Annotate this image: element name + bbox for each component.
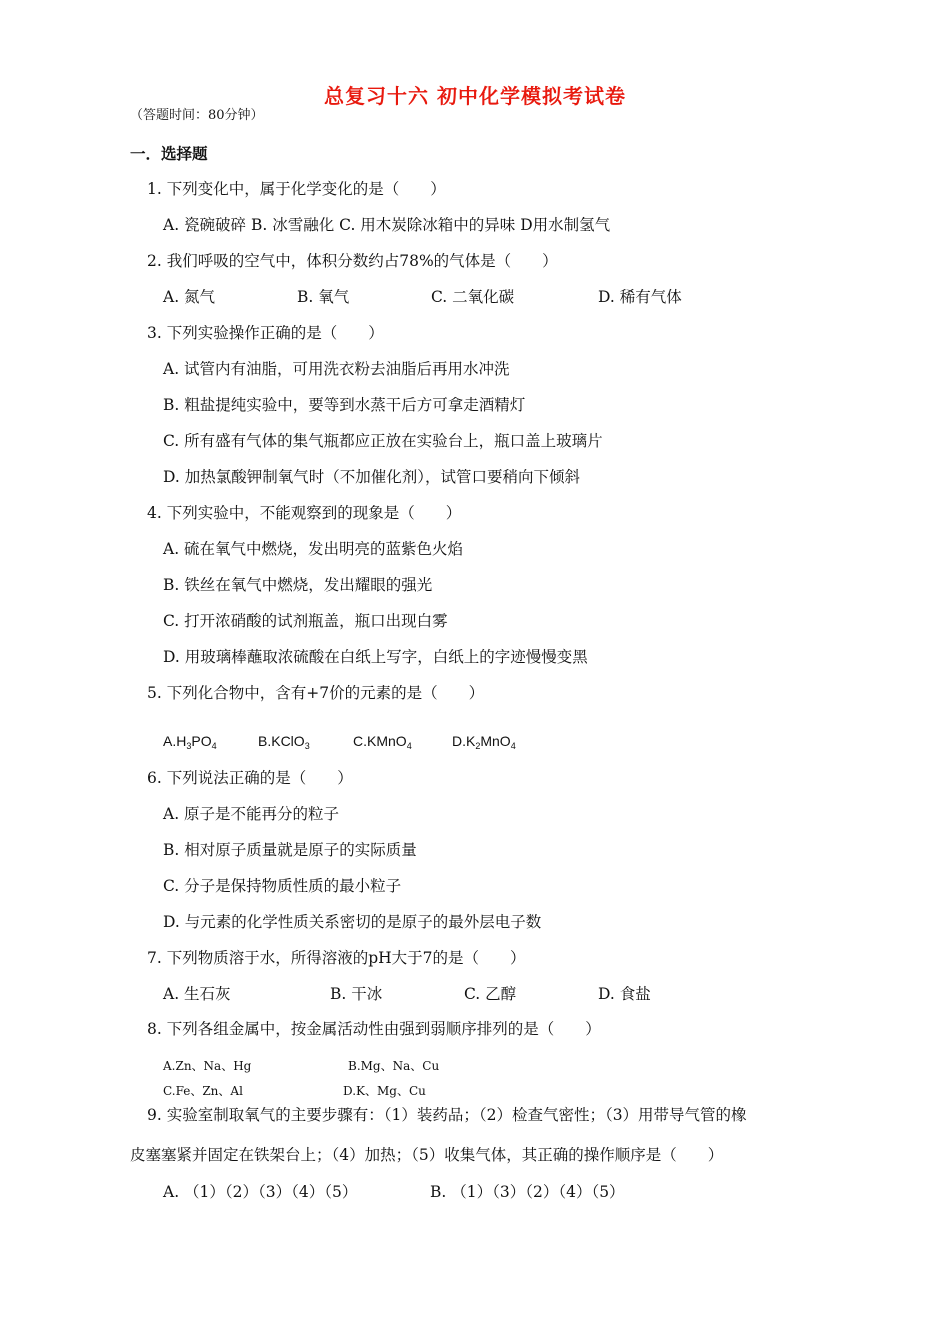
question-6-option-d: D. 与元素的化学性质关系密切的是原子的最外层电子数 <box>163 913 542 931</box>
question-4-option-b: B. 铁丝在氧气中燃烧，发出耀眼的强光 <box>163 576 433 594</box>
question-5-option-c: C.KMnO$_4$ <box>353 733 412 751</box>
question-4-option-a: A. 硫在氧气中燃烧，发出明亮的蓝紫色火焰 <box>163 540 464 558</box>
question-8-option-a: A.Zn、Na、Hg <box>163 1059 252 1073</box>
question-6-option-a: A. 原子是不能再分的粒子 <box>163 805 340 823</box>
question-2-option-d: D. 稀有气体 <box>598 288 682 306</box>
question-8-option-d: D.K、Mg、Cu <box>343 1084 426 1098</box>
question-2-stem: 2. 我们呼吸的空气中，体积分数约占78%的气体是（ ） <box>147 252 558 270</box>
question-5-option-d: $D.K_2MnO_4$ <box>452 733 516 751</box>
question-5-stem: 5. 下列化合物中，含有+7价的元素的是（ ） <box>147 684 485 702</box>
question-8-option-b: B.Mg、Na、Cu <box>348 1059 440 1073</box>
question-7-stem: 7. 下列物质溶于水，所得溶液的pH大于7的是（ ） <box>147 949 526 967</box>
page-title: 总复习十六 初中化学模拟考试卷 <box>324 84 626 108</box>
question-3-option-a: A. 试管内有油脂，可用洗衣粉去油脂后再用水冲洗 <box>163 360 510 378</box>
question-3-option-b: B. 粗盐提纯实验中，要等到水蒸干后方可拿走酒精灯 <box>163 396 526 414</box>
question-6-stem: 6. 下列说法正确的是（ ） <box>147 769 353 787</box>
question-7-option-d: D. 食盐 <box>598 985 651 1003</box>
question-1-options: A. 瓷碗破碎 B. 冰雪融化 C. 用木炭除冰箱中的异味 D用水制氢气 <box>163 216 611 234</box>
question-3-stem: 3. 下列实验操作正确的是（ ） <box>147 324 384 342</box>
question-4-option-c: C. 打开浓硝酸的试剂瓶盖，瓶口出现白雾 <box>163 612 448 630</box>
question-5-option-a: $A.H_3PO_4$ <box>163 733 217 751</box>
question-1-stem: 1. 下列变化中，属于化学变化的是（ ） <box>147 180 446 198</box>
question-6-option-b: B. 相对原子质量就是原子的实际质量 <box>163 841 417 859</box>
question-8-stem: 8. 下列各组金属中，按金属活动性由强到弱顺序排列的是（ ） <box>147 1020 601 1038</box>
question-2-option-a: A. 氮气 <box>163 288 216 306</box>
question-7-option-b: B. 干冰 <box>330 985 383 1003</box>
section-heading: 一．选择题 <box>130 144 208 163</box>
question-8-option-c: C.Fe、Zn、Al <box>163 1084 243 1098</box>
question-9-stem-line-2: 皮塞塞紧并固定在铁架台上；（4）加热；（5）收集气体，其正确的操作顺序是（ ） <box>130 1146 724 1164</box>
question-5-option-b: B.KClO$_3$ <box>258 733 310 751</box>
question-9-option-b: B. （1）（3）（2）（4）（5） <box>430 1183 625 1201</box>
question-9-stem-line-1: 9. 实验室制取氧气的主要步骤有：（1）装药品；（2）检查气密性；（3）用带导气管的橡 <box>147 1106 747 1124</box>
question-4-option-d: D. 用玻璃棒蘸取浓硫酸在白纸上写字，白纸上的字迹慢慢变黑 <box>163 648 588 666</box>
question-2-option-b: B. 氧气 <box>297 288 350 306</box>
question-9-option-a: A. （1）（2）（3）（4）（5） <box>163 1183 358 1201</box>
question-2-option-c: C. 二氧化碳 <box>431 288 515 306</box>
question-3-option-d: D. 加热氯酸钾制氧气时（不加催化剂），试管口要稍向下倾斜 <box>163 468 580 486</box>
time-note: （答题时间：80分钟） <box>130 108 264 123</box>
question-4-stem: 4. 下列实验中，不能观察到的现象是（ ） <box>147 504 462 522</box>
question-6-option-c: C. 分子是保持物质性质的最小粒子 <box>163 877 402 895</box>
question-7-option-a: A. 生石灰 <box>163 985 231 1003</box>
question-3-option-c: C. 所有盛有气体的集气瓶都应正放在实验台上，瓶口盖上玻璃片 <box>163 432 603 450</box>
question-7-option-c: C. 乙醇 <box>464 985 517 1003</box>
